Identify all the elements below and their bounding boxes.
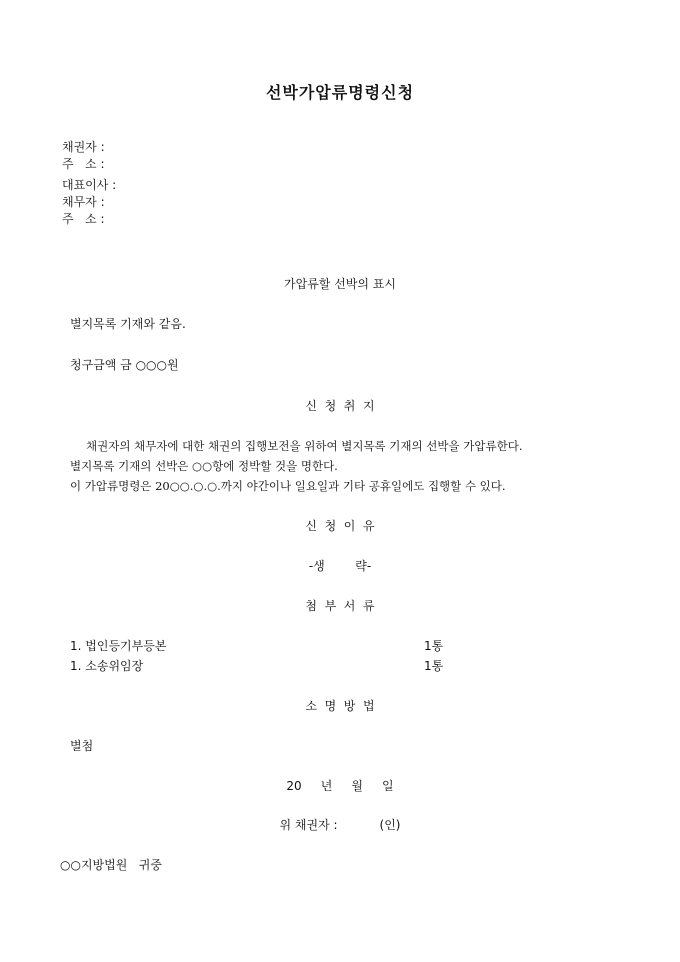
proof-heading: 소 명 방 법: [305, 699, 375, 713]
creditor-label: 채권자 :: [62, 140, 105, 154]
ship-section-heading: 가압류할 선박의 표시: [284, 277, 396, 291]
ship-description: 별지목록 기재와 같음.: [70, 317, 186, 331]
debtor-address-label: 주 소 :: [62, 212, 105, 226]
attachments-heading: 첨 부 서 류: [305, 599, 375, 613]
proof-body: 별첨: [70, 739, 94, 753]
representative-label: 대표이사 :: [62, 178, 117, 192]
purpose-heading: 신 청 취 지: [305, 399, 375, 413]
attachment-item-name: 1. 법인등기부등본: [70, 639, 167, 653]
reason-body: -생 략-: [308, 559, 372, 573]
attachment-item-count: 1통: [424, 639, 444, 653]
purpose-line-3: 이 가압류명령은 20○○.○.○.까지 야간이나 일요일과 기타 공휴일에도 집행할 수 있다.: [70, 479, 506, 493]
signature-line: 위 채권자 : (인): [279, 818, 401, 832]
attachment-item-count: 1통: [424, 659, 444, 673]
attachment-item-name: 1. 소송위임장: [70, 659, 144, 673]
purpose-line-1: 채권자의 채무자에 대한 채권의 집행보전을 위하여 별지목록 기재의 선박을 가압류한다.: [86, 439, 523, 453]
court-name: ○○지방법원 귀중: [60, 858, 162, 872]
purpose-line-2: 별지목록 기재의 선박은 ○○항에 정박할 것을 명한다.: [70, 459, 338, 473]
document-title: 선박가압류명령신청: [265, 83, 415, 102]
debtor-label: 채무자 :: [62, 195, 105, 209]
reason-heading: 신 청 이 유: [305, 519, 375, 533]
claim-amount: 청구금액 금 ○○○원: [70, 358, 179, 372]
creditor-address-label: 주 소 :: [62, 157, 105, 171]
date-line: 20 년 월 일: [286, 779, 394, 793]
